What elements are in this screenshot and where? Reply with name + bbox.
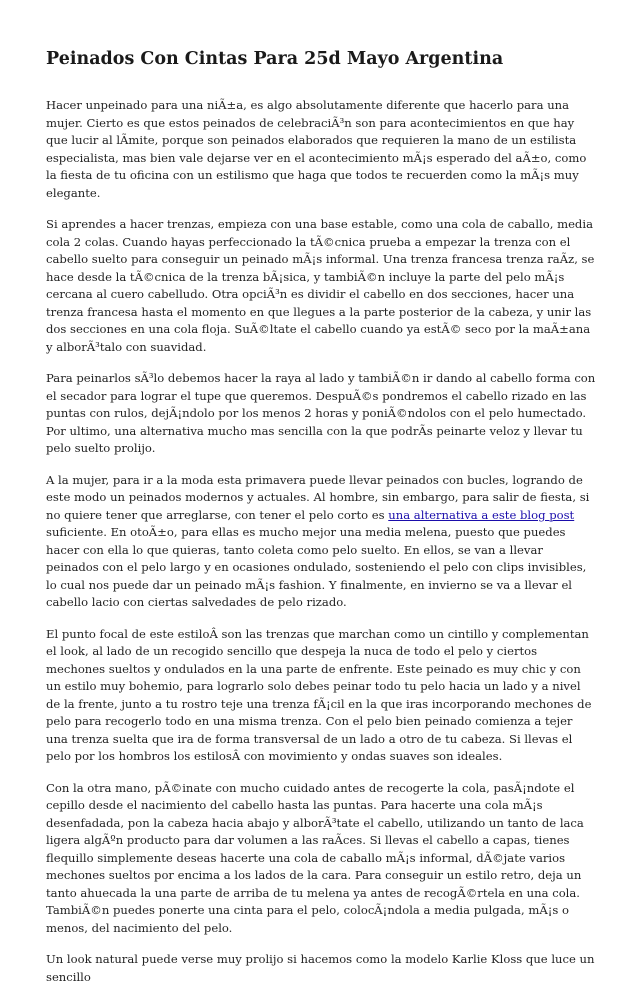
paragraph-5: El punto focal de este estiloÂ son las trenzas que marchan como un cintillo y complementan el look, al lado de un recogido sencillo que despeja la nuca de todo el pelo y ciertos mechones sueltos y ondulados en la una parte de enfrente. Este peinado es muy chic y con un estilo muy bohemio, para lograrlo solo debes peinar todo tu pelo hacia un lado y a nivel de la frente, junto a tu rostro teje una trenza fÃ¡cil en la que iras incorporando mechones de pelo para recogerlo todo en una misma trenza. Con el pelo bien peinado comienza a tejer una trenza suelta que ira de forma transversal de un lado a otro de tu cabeza. Si llevas el pelo por los hombros los estilosÂ con movimiento y ondas suaves son ideales. xyxy=(46,626,592,763)
blog-post-link[interactable]: una alternativa a este blog post xyxy=(388,507,575,522)
paragraph-2: Si aprendes a hacer trenzas, empieza con una base estable, como una cola de caballo, media cola 2 colas. Cuando hayas perfeccionado la tÃ©cnica prueba a empezar la trenza con el cabello suelto para conseguir un peinado mÃ¡s informal. Una trenza francesa trenza raÃz, se hace desde la tÃ©cnica de la trenza bÃ¡sica, y tambiÃ©n incluye la parte del pelo mÃ¡s cercana al cuero cabelludo. Otra opciÃ³n es dividir el cabello en dos secciones, hacer una trenza francesa hasta el momento en que llegues a la parte posterior de la cabeza, y unir las dos secciones en una cola floja. SuÃ©ltate el cabello cuando ya estÃ© seco por la maÃ±ana y alborÃ³talo con suavidad. xyxy=(46,217,595,354)
paragraph-4 xyxy=(46,472,596,612)
paragraph-6: Con la otra mano, pÃ©inate con mucho cuidado antes de recogerte la cola, pasÃ¡ndote el cepillo desde el nacimiento del cabello hasta las puntas. Para hacerte una cola mÃ¡s desenfadada, pon la cabeza hacia abajo y alborÃ³tate el cabello, utilizando un tanto de laca ligera algÃºn producto para dar volumen a las raÃces. Si llevas el cabello a capas, tienes flequillo simplemente deseas hacerte una cola de caballo mÃ¡s informal, dÃ©jate varios mechones sueltos por encima a los lados de la cara. Para conseguir un estilo retro, deja un tanto ahuecada la una parte de arriba de tu melena ya antes de recogÃ©rtela en una cola. TambiÃ©n puedes ponerte una cinta para el pelo, colocÃ¡ndola a media pulgada, mÃ¡s o menos, del nacimiento del pelo. xyxy=(46,780,584,935)
paragraph-3: Para peinarlos sÃ³lo debemos hacer la raya al lado y tambiÃ©n ir dando al cabello forma con el secador para lograr el tupe que queremos. DespuÃ©s pondremos el cabello rizado en las puntas con rulos, dejÃ¡ndolo por los menos 2 horas y poniÃ©ndolos con el pelo humectado. Por ultimo, una alternativa mucho mas sencilla con la que podrÃs peinarte veloz y llevar tu pelo suelto prolijo. xyxy=(46,371,596,455)
paragraph-4-text-after: suficiente. En otoÃ±o, para ellas es mucho mejor una media melena, puesto que puedes hacer con ella lo que quieras, tanto coleta como pelo suelto. En ellos, se van a llevar peinados con el pelo largo y en ocasiones ondulado, sosteniendo el pelo con clips invisibles, lo cual nos puede dar un peinado mÃ¡s fashion. Y finalmente, en invierno se va a llevar el cabello lacio con ciertas salvedades de pelo rizado. xyxy=(46,525,587,609)
paragraph-7: Un look natural puede verse muy prolijo si hacemos como la modelo Karlie Kloss que luce un sencillo xyxy=(46,952,595,984)
paragraph-1: Hacer unpeinado para una niÃ±a, es algo absolutamente diferente que hacerlo para una mujer. Cierto es que estos peinados de celebraciÃ³n son para acontecimientos en que hay que lucir al lÃmite, porque son peinados elaborados que requieren la mano de un estilista especialista, mas bien vale dejarse ver en el acontecimiento mÃ¡s esperado del aÃ±o, como la fiesta de tu oficina con un estilismo que haga que todos te recuerden como la mÃ¡s muy elegante. xyxy=(46,98,587,200)
article-body xyxy=(46,97,596,1000)
paragraph-4-text-before: A la mujer, para ir a la moda esta primavera puede llevar peinados con bucles, logrando de este modo un peinados modernos y actuales. Al hombre, sin embargo, para salir de fiesta, si no quiere tener que arreglarse, con tener el pelo corto es xyxy=(46,472,590,522)
page-title: Peinados Con Cintas Para 25d Mayo Argentina xyxy=(46,49,504,69)
